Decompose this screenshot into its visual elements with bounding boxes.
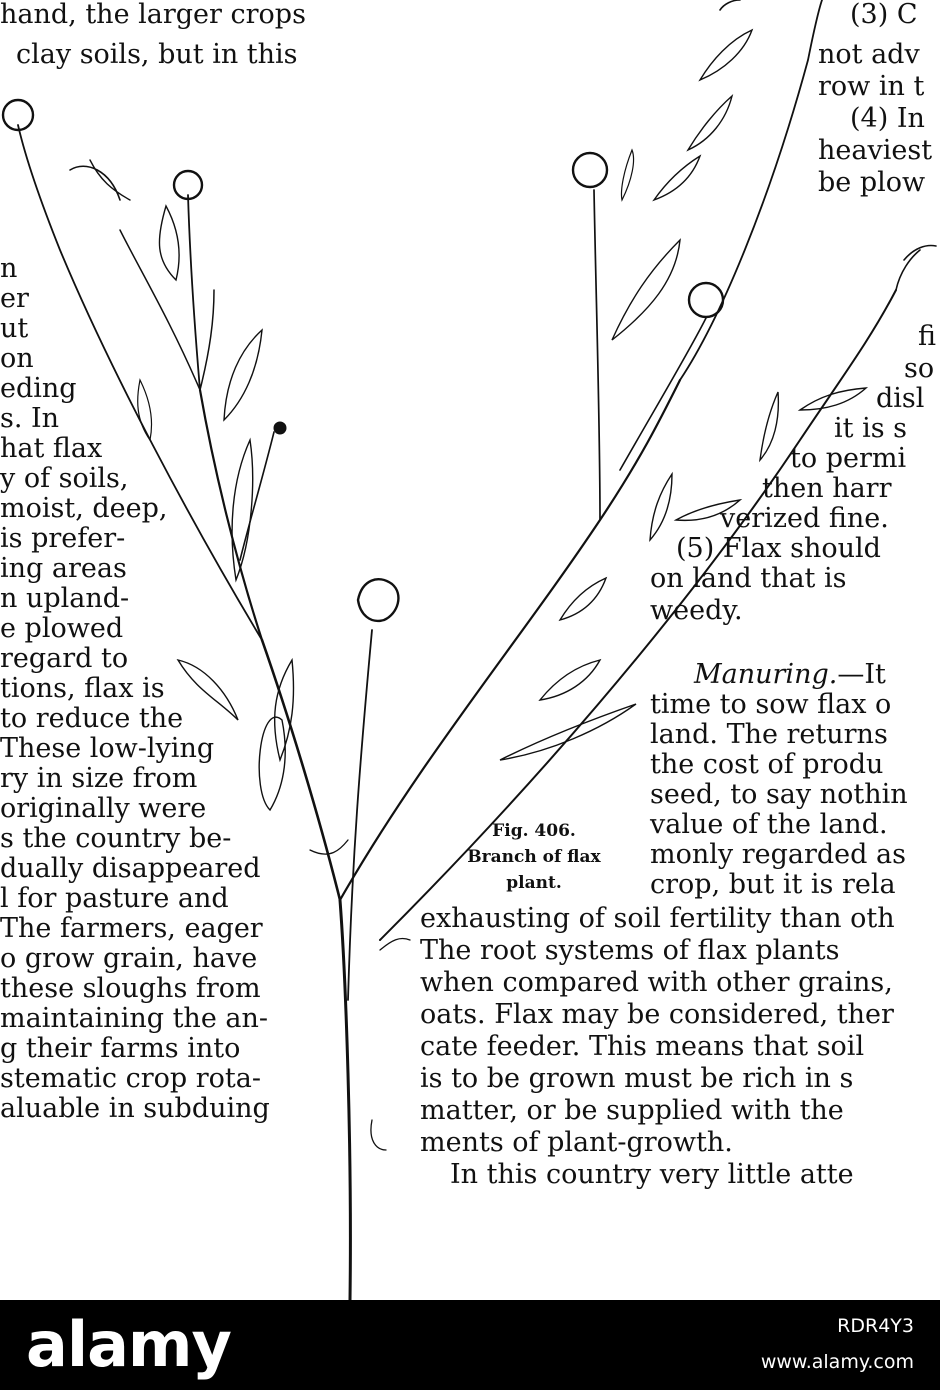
right-line: ments of plant-growth. [420, 1127, 733, 1158]
right-line: it is s [834, 413, 907, 444]
watermark-footer-bar [0, 1300, 940, 1390]
figure-label: Fig. 406. [492, 821, 576, 841]
left-line: regard to [0, 643, 129, 674]
right-line: matter, or be supplied with the [420, 1095, 844, 1126]
figure-caption-line1: Branch of flax [467, 847, 601, 867]
right-line: then harr [762, 473, 892, 504]
right-line: cate feeder. This means that soil [420, 1031, 865, 1062]
left-line: ing areas [0, 553, 127, 584]
manuring-rest: —It [837, 659, 886, 690]
left-line: stematic crop rota- [0, 1063, 261, 1094]
right-line: (3) C [850, 0, 918, 30]
left-line: clay soils, but in this [16, 39, 298, 70]
left-line: to reduce the [0, 703, 184, 734]
left-line: ut [0, 313, 29, 344]
left-line: these sloughs from [0, 973, 261, 1004]
right-line: on land that is [650, 563, 847, 594]
right-line: time to sow flax o [650, 689, 892, 720]
right-line: the cost of produ [650, 749, 884, 780]
left-line: hand, the larger crops [0, 0, 306, 30]
right-line: (4) In [850, 103, 925, 134]
right-line: not adv [818, 39, 920, 70]
right-line: so [904, 353, 935, 384]
left-line: is prefer- [0, 523, 126, 554]
figure-caption-line2: plant. [506, 873, 562, 893]
right-line: value of the land. [650, 809, 888, 840]
right-line: to permi [790, 443, 907, 474]
left-line: The farmers, eager [0, 913, 263, 944]
left-line: s the country be- [0, 823, 232, 854]
right-line: fi [918, 321, 937, 352]
left-line: originally were [0, 793, 207, 824]
left-line: moist, deep, [0, 493, 168, 524]
right-line: In this country very little atte [450, 1159, 854, 1190]
right-line: is to be grown must be rich in s [420, 1063, 854, 1094]
left-line: n upland- [0, 583, 130, 614]
left-line: These low-lying [0, 733, 215, 764]
right-line: (5) Flax should [676, 533, 881, 564]
right-line: seed, to say nothin [650, 779, 908, 810]
right-line: oats. Flax may be considered, ther [420, 999, 894, 1030]
right-line: be plow [818, 167, 926, 198]
right-line: The root systems of flax plants [420, 935, 840, 966]
right-line: when compared with other grains, [420, 967, 893, 998]
left-line: dually disappeared [0, 853, 261, 884]
right-line: monly regarded as [650, 839, 906, 870]
left-line: g their farms into [0, 1033, 241, 1064]
left-line: n [0, 253, 18, 284]
left-line: eding [0, 373, 77, 404]
left-line: aluable in subduing [0, 1093, 270, 1124]
left-line: ry in size from [0, 763, 198, 794]
right-line: verized fine. [720, 503, 889, 534]
left-line: e plowed [0, 613, 124, 644]
right-line: disl [876, 383, 925, 414]
right-line: weedy. [650, 595, 743, 626]
site-url-label: www.alamy.com [760, 1351, 914, 1373]
right-line [694, 660, 886, 690]
right-line: exhausting of soil fertility than oth [420, 903, 895, 934]
manuring-heading: Manuring. [694, 659, 838, 690]
right-line: land. The returns [650, 719, 888, 750]
image-id-label: RDR4Y3 [837, 1315, 914, 1337]
left-line: l for pasture and [0, 883, 229, 914]
right-line: row in t [818, 71, 925, 102]
left-line: o grow grain, have [0, 943, 258, 974]
left-line: on [0, 343, 34, 374]
left-line: s. In [0, 403, 60, 434]
alamy-logo: alamy [26, 1308, 231, 1381]
right-line: heaviest [818, 135, 933, 166]
right-line: crop, but it is rela [650, 869, 896, 900]
left-line: er [0, 283, 29, 314]
left-line: hat flax [0, 433, 103, 464]
left-line: maintaining the an- [0, 1003, 268, 1034]
left-line: y of soils, [0, 463, 129, 494]
left-line: tions, flax is [0, 673, 165, 704]
